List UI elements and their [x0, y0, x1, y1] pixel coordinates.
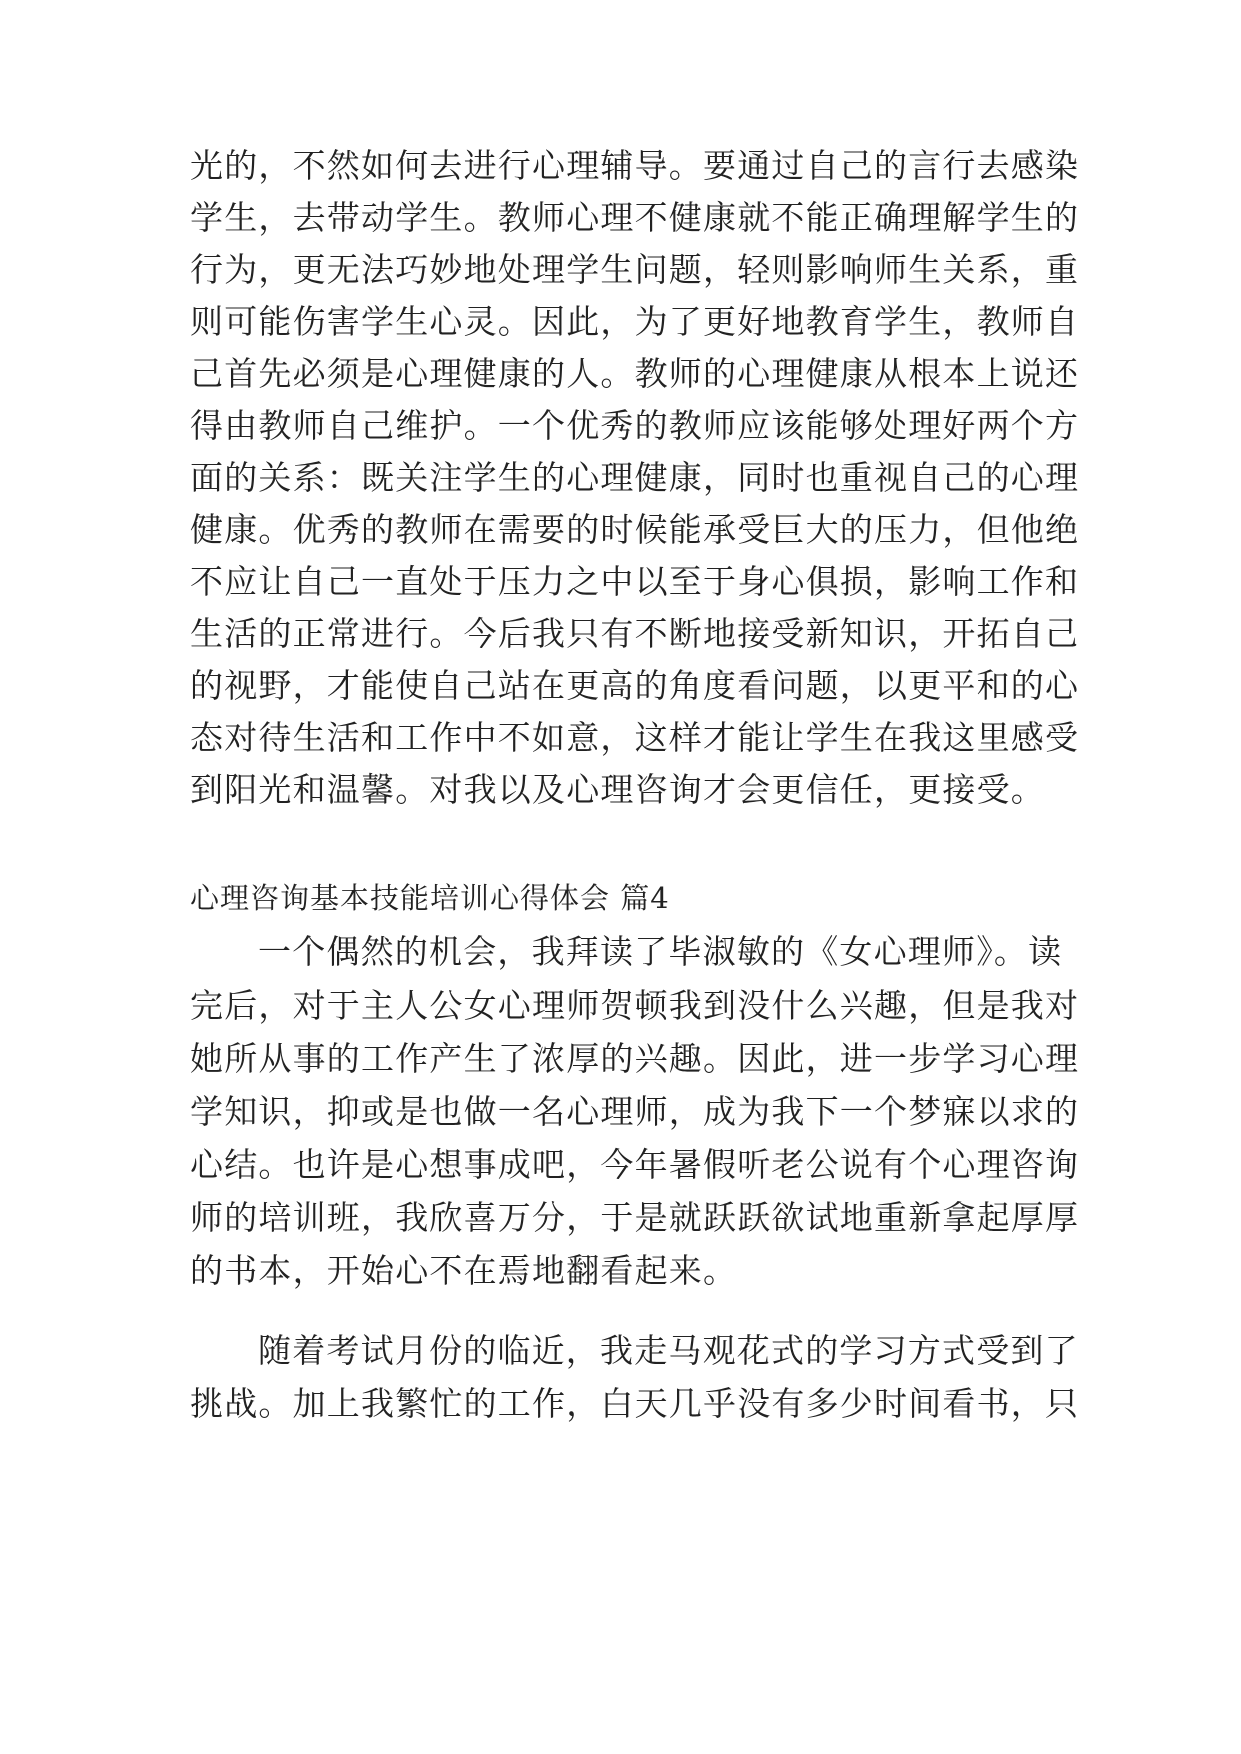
paragraph-1-line-9: 不应让自己一直处于压力之中以至于身心俱损，影响工作和 — [190, 562, 1080, 601]
paragraph-2-line-4: 学知识，抑或是也做一名心理师，成为我下一个梦寐以求的 — [190, 1092, 1080, 1131]
paragraph-1-line-8: 健康。优秀的教师在需要的时候能承受巨大的压力，但他绝 — [190, 510, 1080, 549]
paragraph-1-line-3: 行为，更无法巧妙地处理学生问题，轻则影响师生关系，重 — [190, 250, 1080, 289]
paragraph-1-line-13: 到阳光和温馨。对我以及心理咨询才会更信任，更接受。 — [190, 770, 1045, 809]
paragraph-1-line-10: 生活的正常进行。今后我只有不断地接受新知识，开拓自己 — [190, 614, 1080, 653]
paragraph-2-line-3: 她所从事的工作产生了浓厚的兴趣。因此，进一步学习心理 — [190, 1039, 1080, 1078]
paragraph-2-line-6: 师的培训班，我欣喜万分，于是就跃跃欲试地重新拿起厚厚 — [190, 1198, 1080, 1237]
paragraph-1-line-1: 光的，不然如何去进行心理辅导。要通过自己的言行去感染 — [190, 146, 1080, 185]
paragraph-1-line-12: 态对待生活和工作中不如意，这样才能让学生在我这里感受 — [190, 718, 1080, 757]
paragraph-1-line-11: 的视野，才能使自己站在更高的角度看问题，以更平和的心 — [190, 666, 1080, 705]
paragraph-1-line-2: 学生，去带动学生。教师心理不健康就不能正确理解学生的 — [190, 198, 1080, 237]
paragraph-1-line-6: 得由教师自己维护。一个优秀的教师应该能够处理好两个方 — [190, 406, 1080, 445]
paragraph-2-line-7: 的书本，开始心不在焉地翻看起来。 — [190, 1251, 738, 1290]
paragraph-1-line-5: 己首先必须是心理健康的人。教师的心理健康从根本上说还 — [190, 354, 1080, 393]
paragraph-3-line-1: 随着考试月份的临近，我走马观花式的学习方式受到了 — [258, 1331, 1079, 1370]
paragraph-1-line-4: 则可能伤害学生心灵。因此，为了更好地教育学生，教师自 — [190, 302, 1080, 341]
section-heading: 心理咨询基本技能培训心得体会 篇4 — [190, 881, 670, 915]
paragraph-3-line-2: 挑战。加上我繁忙的工作，白天几乎没有多少时间看书，只 — [190, 1384, 1080, 1423]
paragraph-1-line-7: 面的关系：既关注学生的心理健康，同时也重视自己的心理 — [190, 458, 1080, 497]
paragraph-2-line-2: 完后，对于主人公女心理师贺顿我到没什么兴趣，但是我对 — [190, 986, 1080, 1025]
paragraph-2-line-5: 心结。也许是心想事成吧，今年暑假听老公说有个心理咨询 — [190, 1145, 1080, 1184]
paragraph-2-line-1: 一个偶然的机会，我拜读了毕淑敏的《女心理师》。读 — [258, 932, 1063, 971]
